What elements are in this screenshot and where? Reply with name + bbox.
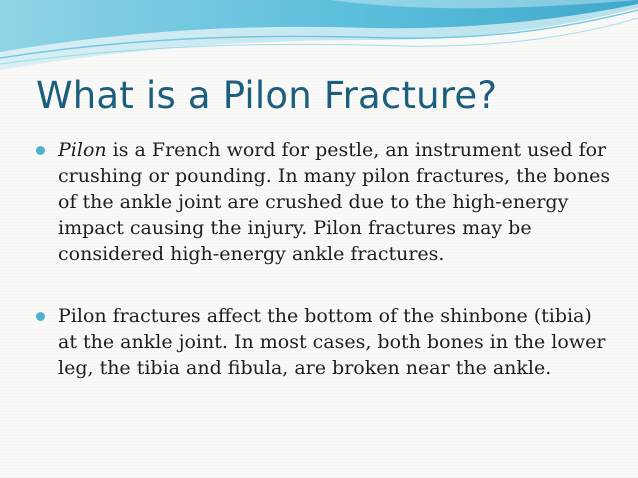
header-wave-decoration <box>0 0 638 80</box>
bullet-dot-icon <box>36 312 45 321</box>
bullet-emphasis: Pilon <box>58 139 107 161</box>
bullet-dot-icon <box>36 146 45 155</box>
bullet-item-pilon-location <box>34 303 614 381</box>
bullet-text: Pilon fractures affect the bottom of the shinbone (tibia) at the ankle joint. In most cases, both bones in the lower leg, the tibia and fibula, are broken near the ankle. <box>58 305 606 379</box>
bullet-item-pilon-definition <box>34 137 614 267</box>
bullet-text: is a French word for pestle, an instrument used for crushing or pounding. In many pilon fractures, the bones of the ankle joint are crushed due to the high-energy impact causing the injury. Pilon fractures may be considered high-energy ankle fractures. <box>58 139 611 265</box>
bullet-list <box>34 137 614 381</box>
slide-title: What is a Pilon Fracture? <box>36 74 498 117</box>
